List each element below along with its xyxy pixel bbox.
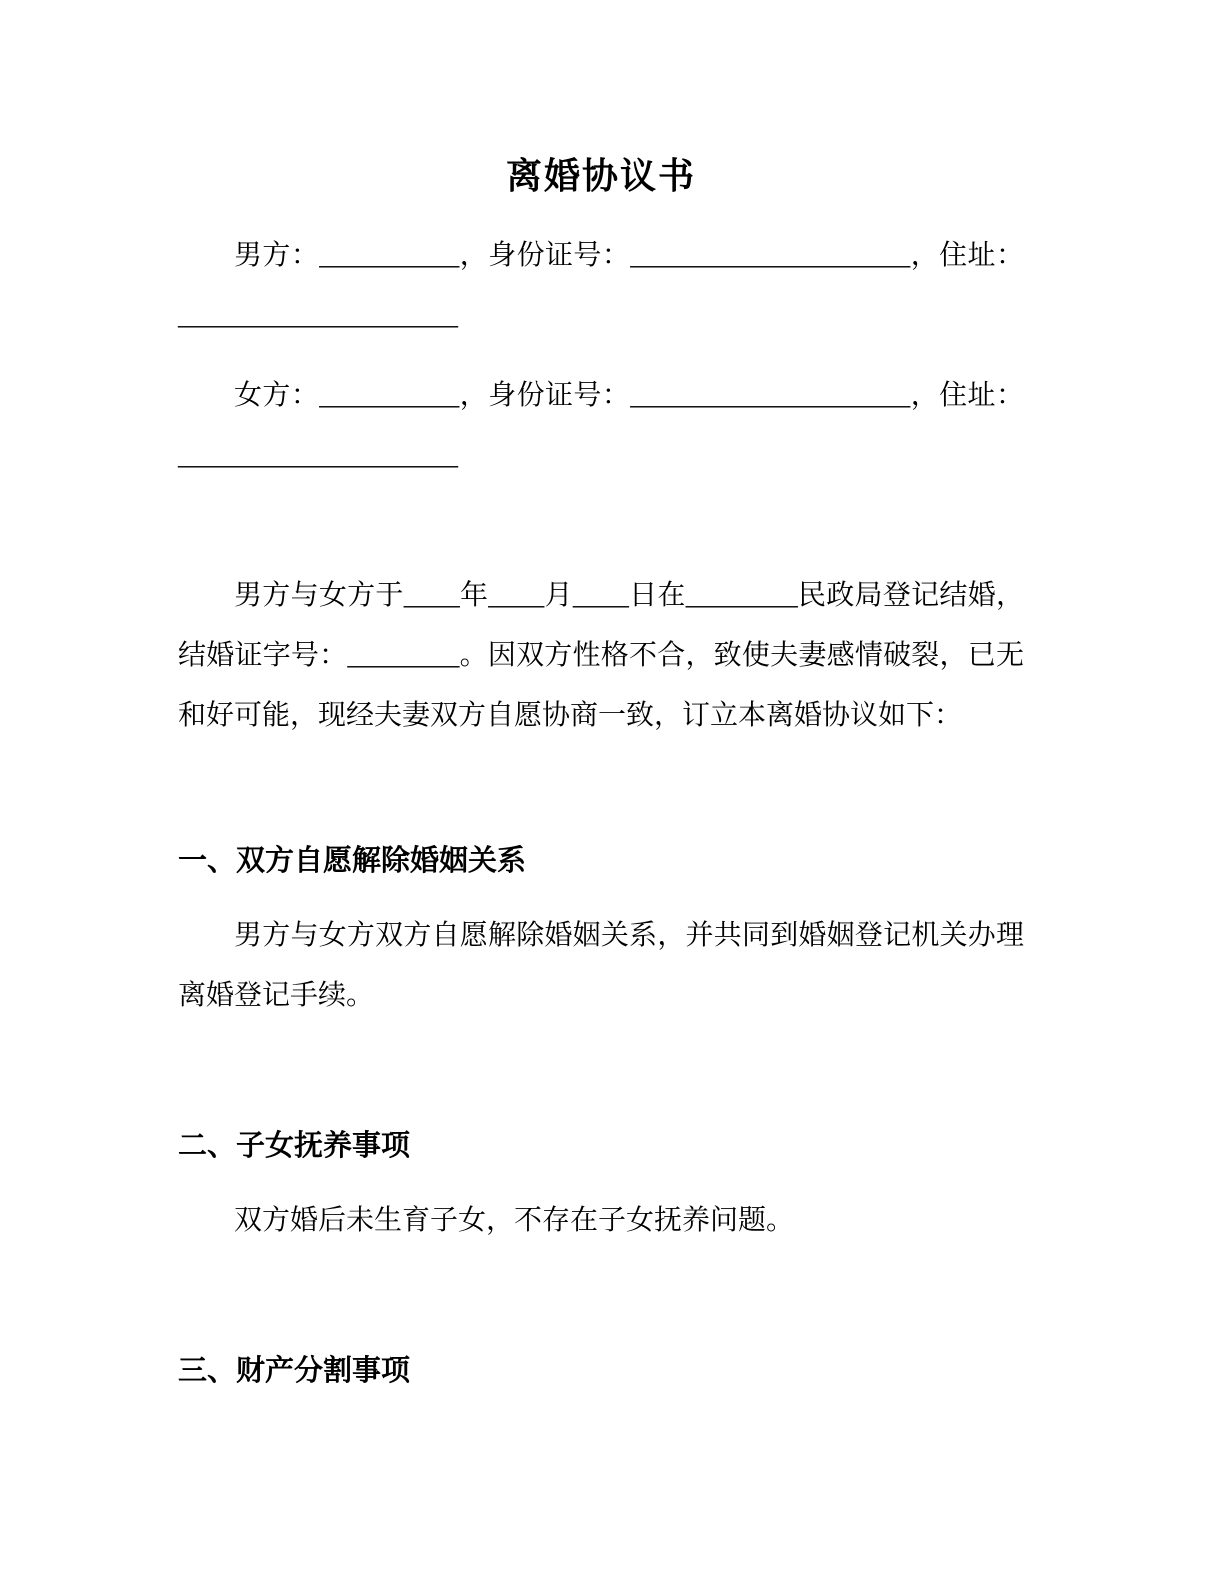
- paragraph-line: ____________________: [178, 440, 458, 471]
- paragraph-line: 离婚登记手续。: [178, 980, 375, 1011]
- marriage-background-paragraph: [178, 566, 1024, 746]
- husband-identity-paragraph: [178, 226, 1024, 346]
- paragraph-line: 男方与女方双方自愿解除婚姻关系，并共同到婚姻登记机关办理: [234, 920, 1024, 951]
- paragraph-line: 双方婚后未生育子女，不存在子女抚养问题。: [234, 1205, 795, 1236]
- paragraph-line: 女方：__________，身份证号：____________________，住址：: [234, 380, 1024, 411]
- document-body: [178, 226, 1024, 1401]
- section-1-paragraph: [178, 906, 1024, 1026]
- paragraph-line: 男方：__________，身份证号：____________________，住址：: [234, 240, 1024, 271]
- section-3-heading: [178, 1341, 1024, 1401]
- paragraph-line: 男方与女方于____年____月____日在________民政局登记结婚，: [234, 580, 1024, 611]
- document-title: 离婚协议书: [505, 156, 696, 196]
- heading-text: 一、双方自愿解除婚姻关系: [178, 845, 527, 877]
- paragraph-line: 和好可能，现经夫妻双方自愿协商一致，订立本离婚协议如下：: [178, 700, 963, 731]
- heading-text: 二、子女抚养事项: [178, 1130, 411, 1162]
- paragraph-line: 结婚证字号：________。因双方性格不合，致使夫妻感情破裂，已无: [178, 640, 1024, 671]
- heading-text: 三、财产分割事项: [178, 1355, 411, 1387]
- paragraph-line: ____________________: [178, 300, 458, 331]
- section-1-heading: [178, 831, 1024, 891]
- wife-identity-paragraph: [178, 366, 1024, 486]
- section-2-heading: [178, 1116, 1024, 1176]
- section-2-paragraph: [178, 1191, 1024, 1251]
